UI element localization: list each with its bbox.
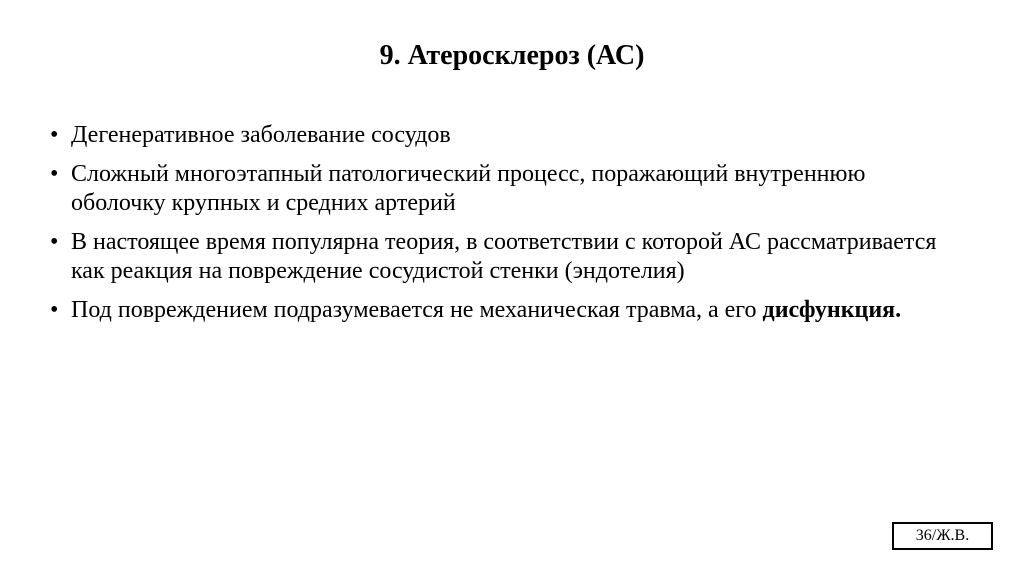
bullet-mark: • [50,229,59,255]
slide-title: 9. Атеросклероз (АС) [379,40,645,71]
bullet-mark: • [50,161,59,187]
bullet-mark: • [50,122,59,148]
bullet-text: Под повреждением подразумевается не механическая травма, а его [71,297,763,323]
bullet-item [50,228,960,286]
bullet-list [50,121,960,335]
bullet-text: В настоящее время популярна теория, в соответствии с которой АС рассматривается как реакция на повреждение сосудистой стенки (эндотелия) [71,229,937,284]
bullet-text: Дегенеративное заболевание сосудов [71,122,451,148]
bullet-item [50,160,960,218]
bullet-item [50,296,960,325]
bullet-item [50,121,960,150]
page-number-box: 36/Ж.В. [892,522,993,550]
bullet-mark: • [50,297,59,323]
bullet-text: Сложный многоэтапный патологический процесс, поражающий внутреннюю оболочку крупных и средних артерий [71,161,866,216]
bullet-bold-text: дисфункция. [762,297,902,323]
